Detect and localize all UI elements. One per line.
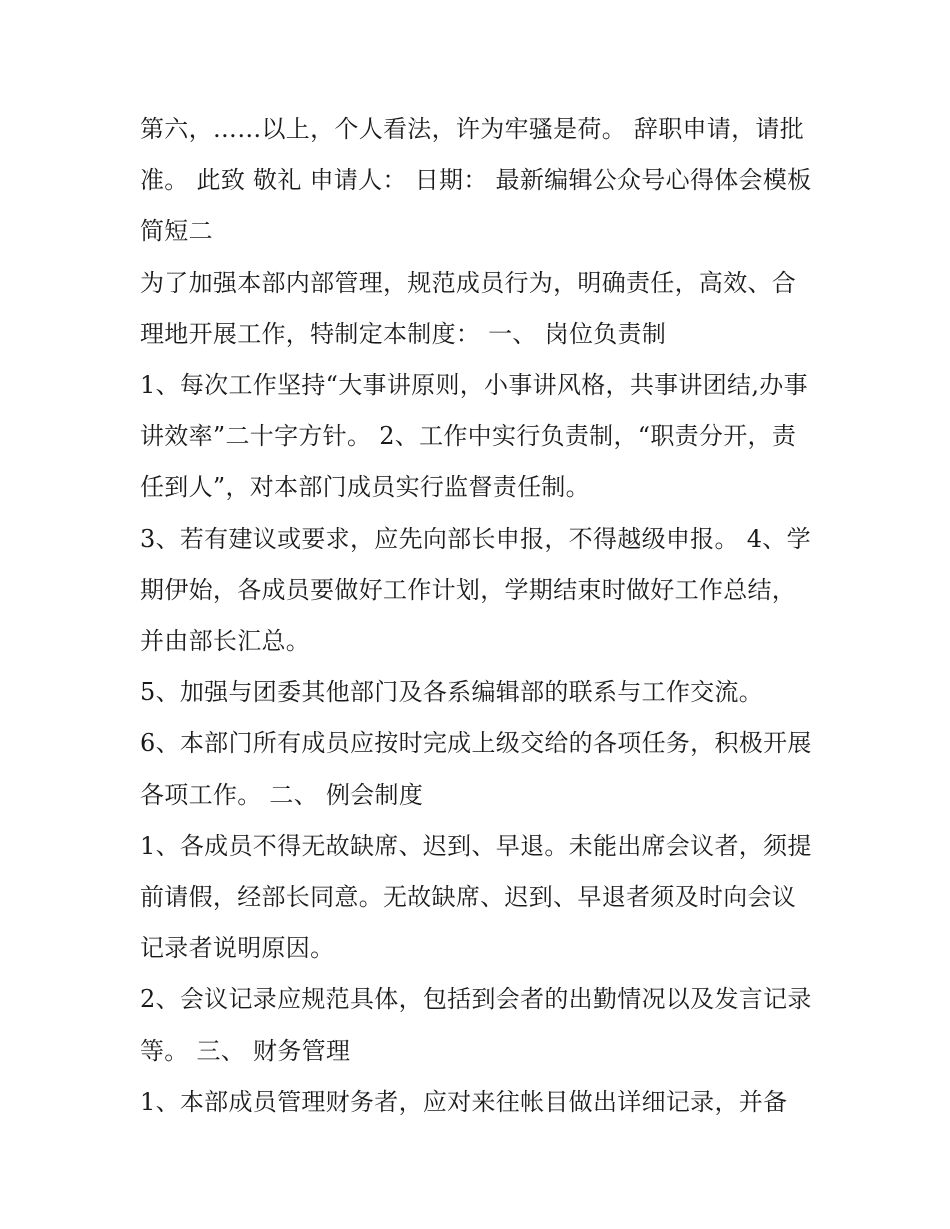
paragraph-rule-3-4: 3、若有建议或要求，应先向部长申报，不得越级申报。 4、学期伊始，各成员要做好工作计划，学期结束时做好工作总结，并由部长汇总。 (140, 524, 811, 656)
paragraph-rule-6: 6、本部门所有成员应按时完成上级交给的各项任务，积极开展各项工作。 二、 例会制度 (140, 729, 812, 809)
paragraph-resignation-closing: 第六，……以上，个人看法，许为牢骚是荷。 辞职申请，请批准。 此致 敬礼 申请人： 日期： 最新编辑公众号心得体会模板简短二 (140, 115, 812, 246)
paragraph-meeting-rule-1: 1、各成员不得无故缺席、迟到、早退。未能出席会议者，须提前请假，经部长同意。无故缺席、迟到、早退者须及时向会议记录者说明原因。 (140, 831, 812, 963)
paragraph-finance-rule-1: 1、本部成员管理财务者，应对来往帐目做出详细记录，并备 (140, 1087, 788, 1116)
paragraph-rule-1-2: 1、每次工作坚持“大事讲原则，小事讲风格，共事讲团结,办事讲效率”二十字方针。 2、工作中实行负责制，“职责分开，责任到人”，对本部门成员实行监督责任制。 (140, 371, 808, 502)
document-body (140, 104, 820, 1128)
paragraph-rule-5: 5、加强与团委其他部门及各系编辑部的联系与工作交流。 (140, 678, 764, 707)
paragraph-meeting-rule-2: 2、会议记录应规范具体，包括到会者的出勤情况以及发言记录等。 三、 财务管理 (140, 985, 812, 1065)
paragraph-intro: 为了加强本部内部管理，规范成员行为，明确责任，高效、合理地开展工作，特制定本制度： 一、 岗位负责制 (140, 268, 797, 348)
